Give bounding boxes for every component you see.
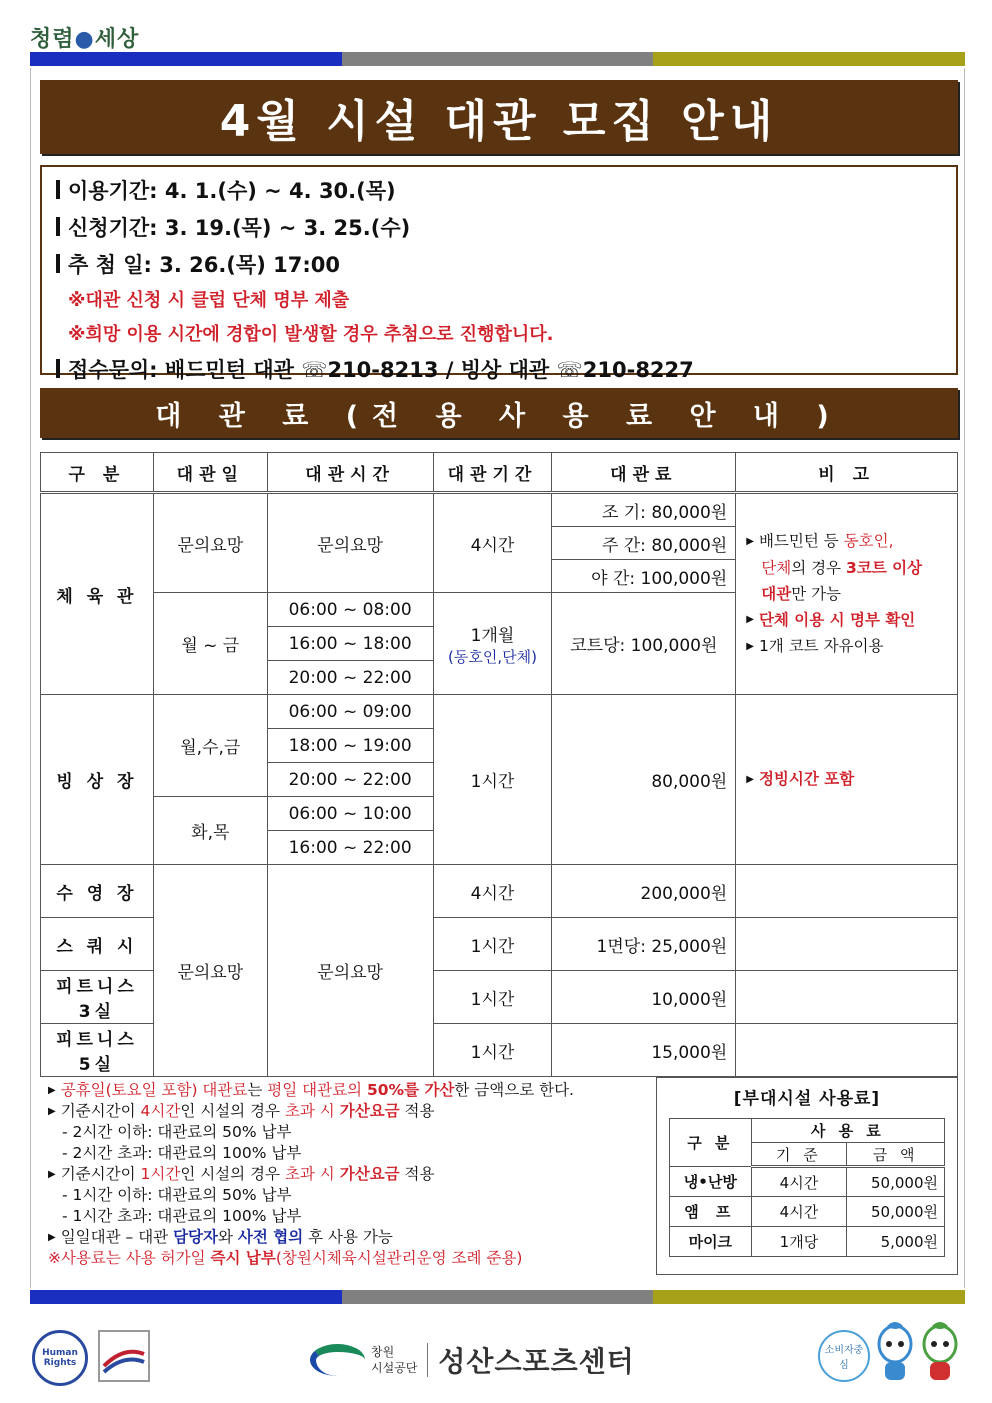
- fitness3-duration: 1시간: [433, 971, 552, 1024]
- fee-section-title: 대 관 료 (전 용 사 용 료 안 내 ): [40, 388, 958, 438]
- rink-time-1: 06:00 ~ 09:00: [267, 695, 433, 729]
- squash-label: 스 쿼 시: [41, 918, 154, 971]
- rink-fee: 80,000원: [552, 695, 736, 865]
- note-roster: ※대관 신청 시 클럽 단체 명부 제출: [68, 290, 350, 311]
- auxiliary-fee-title: [부대시설 사용료]: [733, 1089, 881, 1109]
- fitness3-remark: [736, 971, 958, 1024]
- auxiliary-fee-table: 구 분 사 용 료 기 준 금 액 냉•난방 4시간 50,000원 앰 프 4시간 50,000원 마이크 1개당 5,000원: [669, 1118, 945, 1257]
- fee-notes: ▶ 공휴일(토요일 포함) 대관료는 평일 대관료의 50%를 가산한 금액으로 한다. ▶ 기준시간이 4시간인 시설의 경우 초과 시 가산요금 적용 - 2시간 이하: 대관료의 50% 납부 - 2시간 초과: 대관료의 100% 납부 ▶ 기준시간이 1시간인 시설의 경우 초과 시 가산요금 적용 - 1시간 이하: 대관료의 50% 납부 - 1시간 초과: 대관료의 100% 납부 ▶ 일일대관 – 대관 담당자와 사전 협의 후 사용 가능 ※사용료는 사용 허가일 즉시 납부(창원시체육시설관리운영 조례 준용): [48, 1081, 574, 1267]
- fitness5-remark: [736, 1024, 958, 1077]
- header-day: 대관일: [153, 453, 267, 493]
- rink-time-2: 18:00 ~ 19:00: [267, 729, 433, 763]
- court-fee: 코트당: 100,000원: [552, 593, 736, 695]
- header-time: 대관시간: [267, 453, 433, 493]
- gym-remark: ▶ 배드민턴 등 동호인, 단체의 경우 3코트 이상 대관만 가능 ▶ 단체 이용 시 명부 확인 ▶ 1개 코트 자유이용: [736, 493, 958, 695]
- gym-time-3: 20:00 ~ 22:00: [267, 661, 433, 695]
- top-stripe: [30, 52, 965, 66]
- fitness3-fee: 10,000원: [552, 971, 736, 1024]
- gym-month: 1개월 (동호인,단체): [433, 593, 552, 695]
- fee-day: 주 간: 80,000원: [552, 527, 736, 560]
- pool-fee: 200,000원: [552, 865, 736, 918]
- rink-time-5: 16:00 ~ 22:00: [267, 831, 433, 865]
- rink-mwf: 월,수,금: [153, 695, 267, 797]
- gym-time-1: 06:00 ~ 08:00: [267, 593, 433, 627]
- squash-duration: 1시간: [433, 918, 552, 971]
- info-box: [40, 165, 958, 382]
- rink-remark: ▶ 정빙시간 포함: [736, 695, 958, 865]
- note-lottery: ※희망 이용 시간에 경합이 발생할 경우 추첨으로 진행합니다.: [68, 324, 554, 345]
- gym-time-2: 16:00 ~ 18:00: [267, 627, 433, 661]
- certification-logo: [98, 1330, 150, 1382]
- misc-day: 문의요망: [153, 865, 267, 1077]
- header-duration: 대관기간: [433, 453, 552, 493]
- sports-center-logo: 창원 시설공단 성산스포츠센터: [310, 1340, 635, 1380]
- apply-row: 신청기간: 3. 19.(목) ~ 3. 25.(수): [56, 208, 942, 245]
- rink-label: 빙 상 장: [41, 695, 154, 865]
- fee-table: [40, 452, 958, 1077]
- header-fee: 대관료: [552, 453, 736, 493]
- gym-duration: 4시간: [433, 493, 552, 593]
- rink-tt: 화,목: [153, 797, 267, 865]
- page-title: 4월 시설 대관 모집 안내: [40, 80, 958, 154]
- bottom-stripe: [30, 1290, 965, 1304]
- auxiliary-fee-box: [656, 1077, 958, 1275]
- lottery-row: 추 첨 일: 3. 26.(목) 17:00: [56, 245, 942, 282]
- rink-time-3: 20:00 ~ 22:00: [267, 763, 433, 797]
- gym-label: 체 육 관: [41, 493, 154, 695]
- fitness5-label: 피트니스 5실: [41, 1024, 154, 1077]
- integrity-logo: 청렴●세상: [30, 26, 140, 52]
- human-rights-logo: Human Rights: [32, 1330, 88, 1386]
- gym-time: 문의요망: [267, 493, 433, 593]
- rink-time-4: 06:00 ~ 10:00: [267, 797, 433, 831]
- corporation-swoosh-icon: [310, 1344, 365, 1376]
- gym-day: 문의요망: [153, 493, 267, 593]
- squash-fee: 1면당: 25,000원: [552, 918, 736, 971]
- pool-label: 수 영 장: [41, 865, 154, 918]
- fee-early: 조 기: 80,000원: [552, 493, 736, 527]
- rink-duration: 1시간: [433, 695, 552, 865]
- header-category: 구 분: [41, 453, 154, 493]
- fitness3-label: 피트니스 3실: [41, 971, 154, 1024]
- ccm-logo: 소비자중심: [818, 1330, 870, 1382]
- fitness5-duration: 1시간: [433, 1024, 552, 1077]
- pool-duration: 4시간: [433, 865, 552, 918]
- mascot-blue-icon: [875, 1322, 915, 1384]
- period-row: 이용기간: 4. 1.(수) ~ 4. 30.(목): [56, 171, 942, 208]
- header-remark: 비 고: [736, 453, 958, 493]
- pool-remark: [736, 865, 958, 918]
- mascot-green-icon: [920, 1322, 960, 1384]
- gym-weekday: 월 ~ 금: [153, 593, 267, 695]
- fitness5-fee: 15,000원: [552, 1024, 736, 1077]
- fee-night: 야 간: 100,000원: [552, 560, 736, 593]
- contact-row: 접수문의: 배드민턴 대관 ☏210-8213 / 빙상 대관 ☏210-8227: [56, 350, 942, 387]
- misc-time: 문의요망: [267, 865, 433, 1077]
- squash-remark: [736, 918, 958, 971]
